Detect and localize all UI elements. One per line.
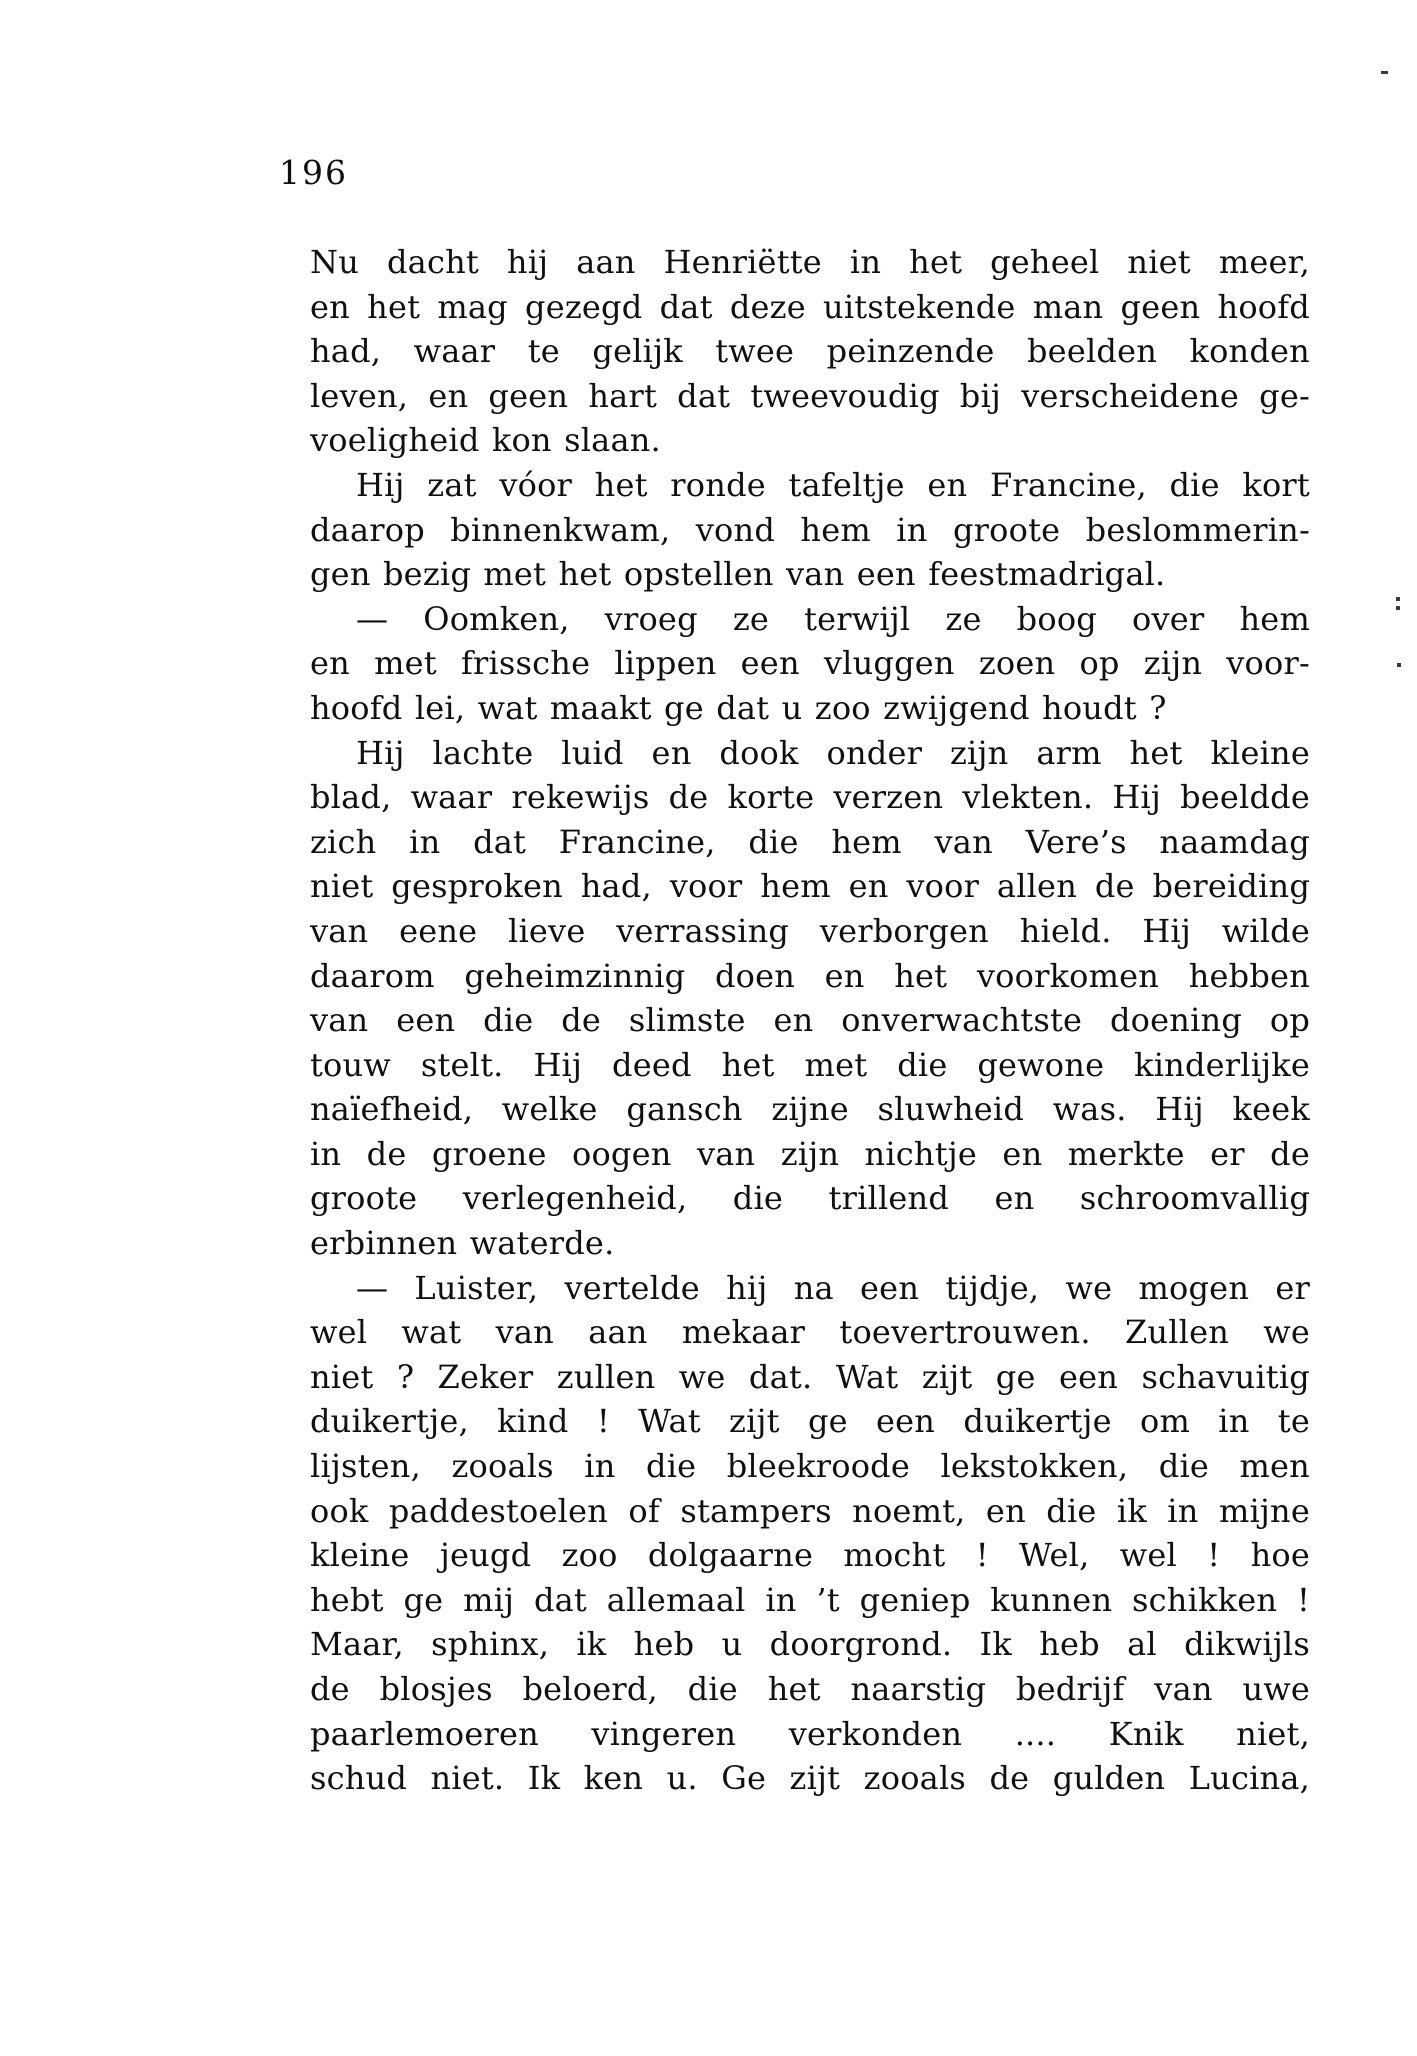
scan-speck: [1397, 663, 1401, 667]
text-line: en het mag gezegd dat deze uitstekende man geen hoofd: [310, 287, 1310, 326]
text-line: daarom geheimzinnig doen en het voorkomen hebben: [310, 956, 1310, 995]
text-line: de blosjes beloerd, die het naarstig bedrijf van uwe: [310, 1670, 1310, 1708]
text-line: Maar, sphinx, ik heb u doorgrond. Ik heb al dikwijls: [310, 1625, 1310, 1664]
text-line: en met frissche lippen een vluggen zoen op zijn voor-: [310, 644, 1310, 683]
text-line: in de groene oogen van zijn nichtje en merkte er de: [310, 1134, 1310, 1173]
text-line: Nu dacht hij aan Henriëtte in het geheel niet meer,: [310, 243, 1310, 281]
text-line: leven, en geen hart dat tweevoudig bij verscheidene ge-: [310, 376, 1310, 415]
scan-speck: [1396, 606, 1400, 610]
text-line: ook paddestoelen of stampers noemt, en die ik in mijne: [310, 1491, 1310, 1530]
page-number: 196: [279, 153, 348, 192]
text-line: wel wat van aan mekaar toevertrouwen. Zullen we: [310, 1313, 1310, 1352]
text-line: erbinnen waterde.: [310, 1224, 615, 1263]
text-line: hoofd lei, wat maakt ge dat u zoo zwijgend houdt ?: [310, 688, 1167, 727]
text-block: [310, 240, 1310, 1801]
text-line: touw stelt. Hij deed het met die gewone kinderlijke: [310, 1045, 1310, 1084]
text-line: gen bezig met het opstellen van een feestmadrigal.: [310, 555, 1166, 594]
text-line: daarop binnenkwam, vond hem in groote beslommerin-: [310, 510, 1310, 549]
text-line: duikertje, kind ! Wat zijt ge een duikertje om in te: [310, 1402, 1310, 1441]
text-line: voeligheid kon slaan.: [310, 421, 661, 460]
text-line: naïefheid, welke gansch zijne sluwheid was. Hij keek: [310, 1090, 1310, 1129]
text-line: Hij lachte luid en dook onder zijn arm het kleine: [356, 733, 1310, 772]
text-line: schud niet. Ik ken u. Ge zijt zooals de gulden Lucina,: [310, 1759, 1310, 1798]
text-line: Hij zat vóor het ronde tafeltje en Francine, die kort: [356, 465, 1310, 504]
text-line: niet ? Zeker zullen we dat. Wat zijt ge een schavuitig: [310, 1357, 1310, 1396]
text-line: — Oomken, vroeg ze terwijl ze boog over hem: [356, 599, 1310, 638]
text-line: — Luister, vertelde hij na een tijdje, we mogen er: [356, 1268, 1310, 1307]
text-line: groote verlegenheid, die trillend en schroomvallig: [310, 1179, 1310, 1218]
text-line: zich in dat Francine, die hem van Vere’s naamdag: [310, 822, 1310, 861]
scan-speck: [1381, 71, 1388, 74]
text-line: van eene lieve verrassing verborgen hield. Hij wilde: [310, 911, 1310, 950]
text-line: had, waar te gelijk twee peinzende beelden konden: [310, 332, 1310, 371]
scan-speck: [1396, 597, 1400, 601]
text-line: blad, waar rekewijs de korte verzen vlekten. Hij beeldde: [310, 778, 1310, 817]
text-line: lijsten, zooals in die bleekroode lekstokken, die men: [310, 1447, 1310, 1486]
text-line: van een die de slimste en onverwachtste doening op: [310, 1001, 1310, 1040]
text-line: paarlemoeren vingeren verkonden .... Knik niet,: [310, 1714, 1310, 1753]
text-line: niet gesproken had, voor hem en voor allen de bereiding: [310, 867, 1310, 906]
text-line: kleine jeugd zoo dolgaarne mocht ! Wel, wel ! hoe: [310, 1536, 1310, 1575]
text-line: hebt ge mij dat allemaal in ’t geniep kunnen schikken !: [310, 1580, 1310, 1619]
